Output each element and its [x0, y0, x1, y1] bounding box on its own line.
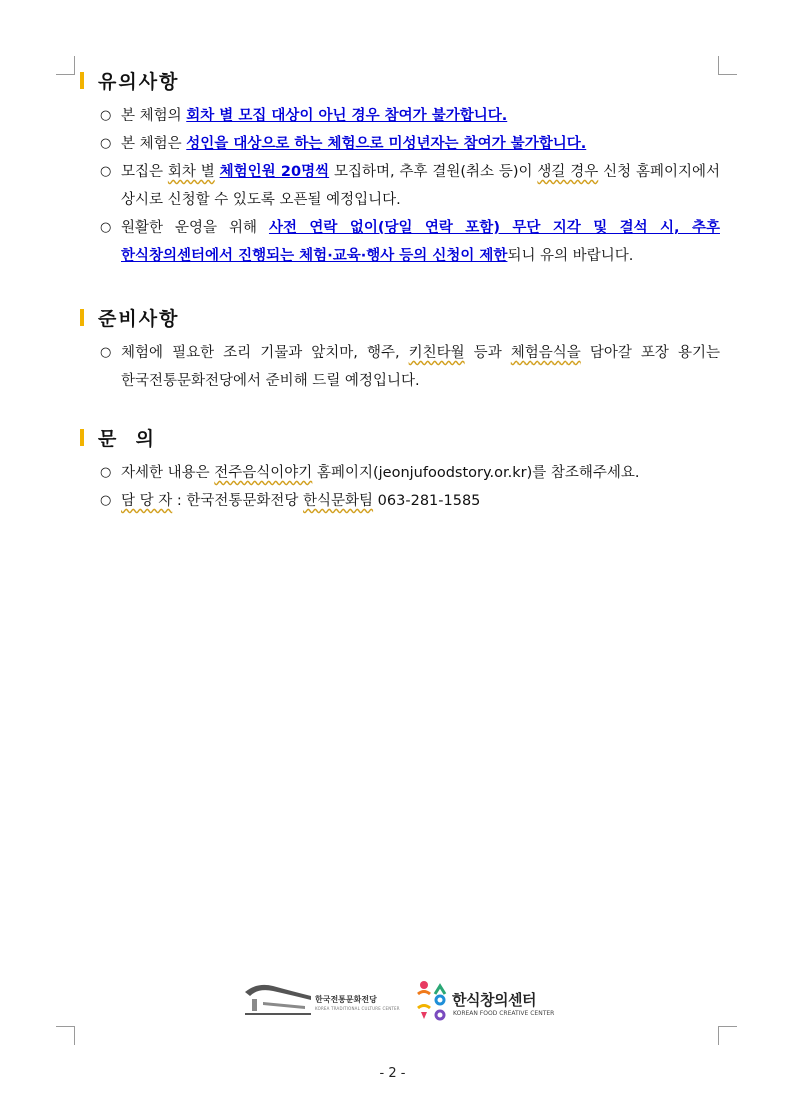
section-preparation [80, 305, 720, 395]
section-marker-icon [80, 309, 84, 326]
bullet-icon: ○ [100, 465, 112, 480]
item-list [80, 102, 720, 270]
bullet-icon: ○ [100, 220, 112, 235]
list-item [80, 158, 720, 214]
list-item [80, 214, 720, 270]
emphasis-text: 체험인원 20명씩 [219, 164, 330, 180]
bullet-icon: ○ [100, 164, 112, 179]
bullet-icon: ○ [100, 345, 112, 360]
item-text: 자세한 내용은 [121, 465, 215, 481]
spellcheck-text: 생길 경우 [537, 164, 599, 180]
item-text: 되니 유의 바랍니다. [507, 248, 634, 264]
bullet-icon: ○ [100, 108, 112, 123]
item-text: 신청 홈페이지에서 상시로 신청할 수 있도록 오픈될 예정입니다. [121, 164, 720, 208]
kf-logo-name: 한식창의센터 [452, 991, 536, 1009]
spellcheck-text: 회차 별 [167, 164, 215, 180]
section-title-text: 유의사항 [98, 70, 180, 93]
spellcheck-text: 키친타월 [408, 345, 465, 361]
section-inquiry [80, 425, 720, 515]
section-title [80, 305, 720, 329]
item-text: : 한국전통문화전당 [172, 493, 304, 509]
kf-symbol-icon [415, 978, 449, 1024]
kt-logo [243, 980, 400, 1018]
spellcheck-text: 담 당 자 [121, 493, 173, 509]
crop-mark-bottom-left [56, 1026, 75, 1045]
list-item [80, 102, 720, 130]
item-text: 모집하며, 추후 결원(취소 등)이 [329, 164, 538, 180]
list-item [80, 487, 720, 515]
item-text: 본 체험은 [121, 136, 187, 152]
item-text: 홈페이지(jeonjufoodstory.or.kr)를 참조해주세요. [312, 465, 640, 481]
bullet-icon: ○ [100, 136, 112, 151]
kf-logo [415, 978, 565, 1024]
item-list [80, 339, 720, 395]
spellcheck-text: 한식문화팀 [303, 493, 374, 509]
emphasis-text: 회차 별 모집 대상이 아닌 경우 참여가 불가합니다. [186, 108, 508, 124]
crop-mark-bottom-right [718, 1026, 737, 1045]
spellcheck-text: 전주음식이야기 [214, 465, 313, 481]
bullet-icon: ○ [100, 493, 112, 508]
kt-logo-name: 한국전통문화전당 [315, 995, 377, 1004]
emphasis-text: 성인을 대상으로 하는 체험으로 미성년자는 참여가 불가합니다. [186, 136, 587, 152]
kf-logo-subtitle: KOREAN FOOD CREATIVE CENTER [453, 1010, 555, 1017]
section-marker-icon [80, 72, 84, 89]
crop-mark-top-left [56, 56, 75, 75]
kt-logo-subtitle: KOREA TRADITIONAL CULTURE CENTER [315, 1006, 400, 1011]
list-item [80, 459, 720, 487]
section-title [80, 68, 720, 92]
list-item [80, 130, 720, 158]
page-number: - 2 - [379, 1066, 406, 1081]
item-text: 원활한 운영을 위해 [121, 220, 269, 236]
section-notice [80, 68, 720, 270]
footer-logos [243, 978, 563, 1024]
item-text: 063-281-1585 [373, 493, 481, 509]
emphasis-text: 사전 연락 없이(당일 연락 포함) 무단 지각 및 결석 시, 추후 한식창의센터에서 진행되는 체험·교육·행사 등의 신청이 제한 [121, 220, 720, 264]
item-text: 담아갈 포장 용기는 한국전통문화전당에서 준비해 드릴 예정입니다. [121, 345, 720, 389]
list-item [80, 339, 720, 395]
item-text: 모집은 [121, 164, 168, 180]
section-title [80, 425, 720, 449]
item-text: 등과 [464, 345, 511, 361]
item-text: 체험에 필요한 조리 기물과 앞치마, 행주, [121, 345, 409, 361]
section-title-text: 문 의 [98, 427, 156, 450]
item-list [80, 459, 720, 515]
item-text: 본 체험의 [121, 108, 187, 124]
kt-roof-icon [243, 980, 313, 1018]
spellcheck-text: 체험음식을 [510, 345, 581, 361]
section-title-text: 준비사항 [98, 307, 180, 330]
section-marker-icon [80, 429, 84, 446]
crop-mark-top-right [718, 56, 737, 75]
